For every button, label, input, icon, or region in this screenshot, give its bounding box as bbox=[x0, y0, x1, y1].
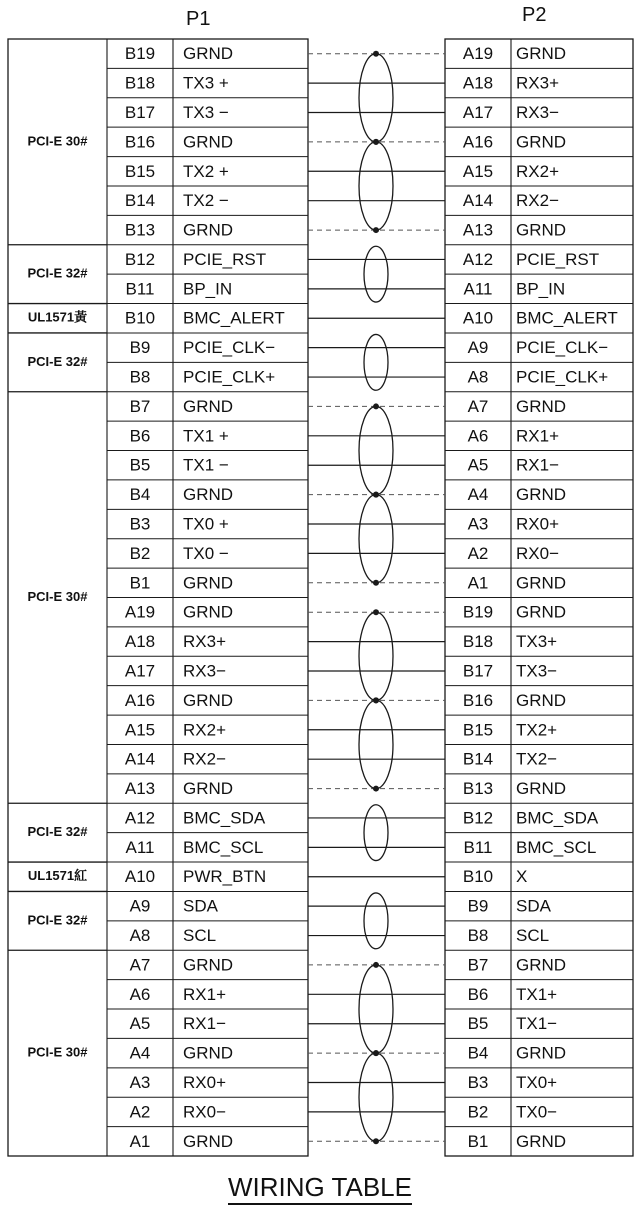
p2-signal: X bbox=[516, 867, 528, 887]
p1-pin: B10 bbox=[124, 308, 156, 328]
p1-pin: B16 bbox=[124, 132, 156, 152]
p1-signal: BMC_ALERT bbox=[183, 308, 285, 328]
p1-pin: A18 bbox=[124, 632, 156, 652]
group-label: UL1571紅 bbox=[27, 868, 88, 884]
p2-signal: RX2− bbox=[516, 191, 559, 211]
twisted-pair-loop bbox=[359, 142, 393, 230]
p1-pin: A2 bbox=[129, 1102, 151, 1122]
p2-signal: GRND bbox=[516, 1043, 567, 1063]
twisted-pair-loop bbox=[364, 334, 388, 390]
p2-signal: TX1+ bbox=[516, 984, 558, 1004]
p2-signal: GRND bbox=[516, 44, 567, 64]
p1-signal: PCIE_CLK− bbox=[183, 338, 276, 358]
p2-signal: TX1− bbox=[516, 1014, 558, 1034]
p1-signal: GRND bbox=[183, 396, 234, 416]
p2-signal: TX0− bbox=[516, 1102, 558, 1122]
twisted-pair-loop bbox=[364, 893, 388, 949]
p2-signal: PCIE_RST bbox=[516, 249, 600, 269]
p1-signal: GRND bbox=[183, 485, 234, 505]
p1-pin: A12 bbox=[124, 808, 156, 828]
group-label: PCI-E 32# bbox=[27, 824, 88, 840]
twisted-pair-loop bbox=[359, 965, 393, 1053]
p1-pin: A4 bbox=[129, 1043, 151, 1063]
p1-pin: A19 bbox=[124, 602, 156, 622]
p1-signal: GRND bbox=[183, 955, 234, 975]
p1-signal: TX3 + bbox=[183, 73, 229, 93]
p2-pin: A12 bbox=[462, 249, 494, 269]
p2-pin: B10 bbox=[462, 867, 494, 887]
p2-signal: RX3− bbox=[516, 102, 559, 122]
p2-signal: GRND bbox=[516, 485, 567, 505]
group-label: UL1571黃 bbox=[27, 309, 88, 325]
twisted-pair-loop bbox=[359, 700, 393, 788]
p2-signal: GRND bbox=[516, 220, 567, 240]
p1-signal: TX1 + bbox=[183, 426, 229, 446]
p1-pin: B13 bbox=[124, 220, 156, 240]
p1-signal: PCIE_RST bbox=[183, 249, 267, 269]
p1-signal: GRND bbox=[183, 602, 234, 622]
p1-signal: BMC_SDA bbox=[183, 808, 266, 828]
p1-signal: TX2 + bbox=[183, 161, 229, 181]
p1-pin: B6 bbox=[129, 426, 151, 446]
p2-signal: GRND bbox=[516, 779, 567, 799]
p1-pin: A1 bbox=[129, 1131, 151, 1151]
p1-signal: PCIE_CLK+ bbox=[183, 367, 276, 387]
p2-signal: BMC_ALERT bbox=[516, 308, 618, 328]
p1-pin: A16 bbox=[124, 690, 156, 710]
p1-signal: GRND bbox=[183, 690, 234, 710]
p2-pin: B18 bbox=[462, 632, 494, 652]
p2-pin: B15 bbox=[462, 720, 494, 740]
p2-pin: A18 bbox=[462, 73, 494, 93]
p1-pin: A7 bbox=[129, 955, 151, 975]
twisted-pair-loop bbox=[359, 612, 393, 700]
p1-pin: A3 bbox=[129, 1072, 151, 1092]
p1-pin: B19 bbox=[124, 44, 156, 64]
p2-signal: GRND bbox=[516, 690, 567, 710]
p1-signal: TX0 + bbox=[183, 514, 229, 534]
p2-signal: RX1+ bbox=[516, 426, 559, 446]
p2-pin: B13 bbox=[462, 779, 494, 799]
p1-pin: B7 bbox=[129, 396, 151, 416]
p2-pin: A9 bbox=[467, 338, 489, 358]
p1-pin: A17 bbox=[124, 661, 156, 681]
p2-signal: PCIE_CLK+ bbox=[516, 367, 609, 387]
ground-junction-dot bbox=[373, 51, 379, 57]
twisted-pair-loop bbox=[364, 805, 388, 861]
p1-signal: PWR_BTN bbox=[183, 867, 267, 887]
p1-pin: A15 bbox=[124, 720, 156, 740]
p1-signal: TX1 − bbox=[183, 455, 229, 475]
p1-signal: RX1+ bbox=[183, 984, 226, 1004]
p1-signal: GRND bbox=[183, 779, 234, 799]
p2-pin: B5 bbox=[467, 1014, 489, 1034]
p2-pin: A6 bbox=[467, 426, 489, 446]
p1-pin: B2 bbox=[129, 543, 151, 563]
p2-signal: SCL bbox=[516, 926, 550, 946]
p1-signal: TX2 − bbox=[183, 191, 229, 211]
twisted-pair-loop bbox=[359, 495, 393, 583]
p1-pin: B17 bbox=[124, 102, 156, 122]
p2-pin: B4 bbox=[467, 1043, 489, 1063]
ground-junction-dot bbox=[373, 227, 379, 233]
p1-pin: B1 bbox=[129, 573, 151, 593]
p1-signal: RX3+ bbox=[183, 632, 226, 652]
p2-signal: GRND bbox=[516, 132, 567, 152]
p2-signal: GRND bbox=[516, 573, 567, 593]
p1-pin: B9 bbox=[129, 338, 151, 358]
p2-signal: SDA bbox=[516, 896, 551, 916]
group-label: PCI-E 30# bbox=[27, 133, 88, 149]
p2-pin: B3 bbox=[467, 1072, 489, 1092]
p2-pin: B6 bbox=[467, 984, 489, 1004]
p2-pin: A4 bbox=[467, 485, 489, 505]
p1-signal: SCL bbox=[183, 926, 217, 946]
p2-pin: B17 bbox=[462, 661, 494, 681]
p2-pin: A14 bbox=[462, 191, 494, 211]
p2-pin: A7 bbox=[467, 396, 489, 416]
p2-signal: RX1− bbox=[516, 455, 559, 475]
p1-signal: BMC_SCL bbox=[183, 837, 264, 857]
p2-signal: BMC_SDA bbox=[516, 808, 599, 828]
ground-junction-dot bbox=[373, 697, 379, 703]
p2-pin: A2 bbox=[467, 543, 489, 563]
p1-signal: GRND bbox=[183, 1131, 234, 1151]
ground-junction-dot bbox=[373, 609, 379, 615]
p1-pin: A5 bbox=[129, 1014, 151, 1034]
twisted-pair-loop bbox=[359, 54, 393, 142]
p1-signal: RX0− bbox=[183, 1102, 226, 1122]
p2-connector-label: P2 bbox=[522, 4, 547, 26]
p2-pin: B7 bbox=[467, 955, 489, 975]
ground-junction-dot bbox=[373, 786, 379, 792]
p2-pin: A1 bbox=[467, 573, 489, 593]
p2-pin: B16 bbox=[462, 690, 494, 710]
p1-signal: TX3 − bbox=[183, 102, 229, 122]
ground-junction-dot bbox=[373, 1050, 379, 1056]
p1-pin: A11 bbox=[125, 837, 155, 857]
p2-signal: BP_IN bbox=[516, 279, 566, 299]
group-label: PCI-E 30# bbox=[27, 1044, 88, 1060]
p1-signal: BP_IN bbox=[183, 279, 233, 299]
group-label: PCI-E 32# bbox=[27, 265, 88, 281]
p1-signal: RX2− bbox=[183, 749, 226, 769]
ground-junction-dot bbox=[373, 1138, 379, 1144]
twisted-pair-loop bbox=[359, 1053, 393, 1141]
group-label: PCI-E 32# bbox=[27, 353, 88, 369]
p2-pin: B19 bbox=[462, 602, 494, 622]
p2-pin: B8 bbox=[467, 926, 489, 946]
p1-signal: TX0 − bbox=[183, 543, 229, 563]
p1-pin: B11 bbox=[125, 279, 155, 299]
p1-pin: A13 bbox=[124, 779, 156, 799]
p2-pin: B2 bbox=[467, 1102, 489, 1122]
p2-pin: A8 bbox=[467, 367, 489, 387]
p2-signal: TX3− bbox=[516, 661, 558, 681]
p2-signal: GRND bbox=[516, 1131, 567, 1151]
group-label: PCI-E 32# bbox=[27, 912, 88, 928]
p2-signal: TX3+ bbox=[516, 632, 558, 652]
p1-connector-label: P1 bbox=[186, 8, 211, 30]
p2-pin: A17 bbox=[462, 102, 494, 122]
p2-pin: A13 bbox=[462, 220, 494, 240]
ground-junction-dot bbox=[373, 403, 379, 409]
p2-pin: B1 bbox=[467, 1131, 489, 1151]
group-label: PCI-E 30# bbox=[27, 588, 88, 604]
p1-pin: B4 bbox=[129, 485, 151, 505]
p2-signal: RX2+ bbox=[516, 161, 559, 181]
p1-pin: B18 bbox=[124, 73, 156, 93]
p2-signal: RX0+ bbox=[516, 514, 559, 534]
p2-pin: B14 bbox=[462, 749, 494, 769]
p2-signal: PCIE_CLK− bbox=[516, 338, 609, 358]
p1-signal: GRND bbox=[183, 1043, 234, 1063]
p1-pin: B3 bbox=[129, 514, 151, 534]
p1-signal: RX1− bbox=[183, 1014, 226, 1034]
p2-pin: A19 bbox=[462, 44, 494, 64]
ground-junction-dot bbox=[373, 962, 379, 968]
p2-pin: B11 bbox=[463, 837, 493, 857]
p2-pin: A5 bbox=[467, 455, 489, 475]
twisted-pair-loop bbox=[359, 406, 393, 494]
p2-pin: B9 bbox=[467, 896, 489, 916]
p2-pin: A11 bbox=[463, 279, 493, 299]
ground-junction-dot bbox=[373, 139, 379, 145]
wiring-table-title: WIRING TABLE bbox=[0, 1172, 640, 1203]
p2-pin: B12 bbox=[462, 808, 494, 828]
p1-signal: RX3− bbox=[183, 661, 226, 681]
twisted-pair-loop bbox=[364, 246, 388, 302]
p2-signal: TX0+ bbox=[516, 1072, 558, 1092]
p1-pin: B8 bbox=[129, 367, 151, 387]
p1-pin: B5 bbox=[129, 455, 151, 475]
p1-pin: A14 bbox=[124, 749, 156, 769]
p1-signal: SDA bbox=[183, 896, 218, 916]
p2-pin: A3 bbox=[467, 514, 489, 534]
ground-junction-dot bbox=[373, 580, 379, 586]
p2-signal: TX2+ bbox=[516, 720, 558, 740]
p1-pin: B12 bbox=[124, 249, 156, 269]
p1-pin: A9 bbox=[129, 896, 151, 916]
ground-junction-dot bbox=[373, 492, 379, 498]
p2-signal: RX0− bbox=[516, 543, 559, 563]
p1-pin: B14 bbox=[124, 191, 156, 211]
p1-signal: RX0+ bbox=[183, 1072, 226, 1092]
p2-signal: TX2− bbox=[516, 749, 558, 769]
p1-signal: GRND bbox=[183, 220, 234, 240]
p1-pin: A10 bbox=[124, 867, 156, 887]
p1-signal: GRND bbox=[183, 44, 234, 64]
p1-signal: RX2+ bbox=[183, 720, 226, 740]
p1-signal: GRND bbox=[183, 132, 234, 152]
p2-signal: GRND bbox=[516, 602, 567, 622]
p2-signal: BMC_SCL bbox=[516, 837, 597, 857]
p2-signal: GRND bbox=[516, 396, 567, 416]
p1-pin: A6 bbox=[129, 984, 151, 1004]
p1-pin: A8 bbox=[129, 926, 151, 946]
p2-signal: GRND bbox=[516, 955, 567, 975]
p2-signal: RX3+ bbox=[516, 73, 559, 93]
p2-pin: A10 bbox=[462, 308, 494, 328]
p1-pin: B15 bbox=[124, 161, 156, 181]
p2-pin: A15 bbox=[462, 161, 494, 181]
p2-pin: A16 bbox=[462, 132, 494, 152]
p1-signal: GRND bbox=[183, 573, 234, 593]
